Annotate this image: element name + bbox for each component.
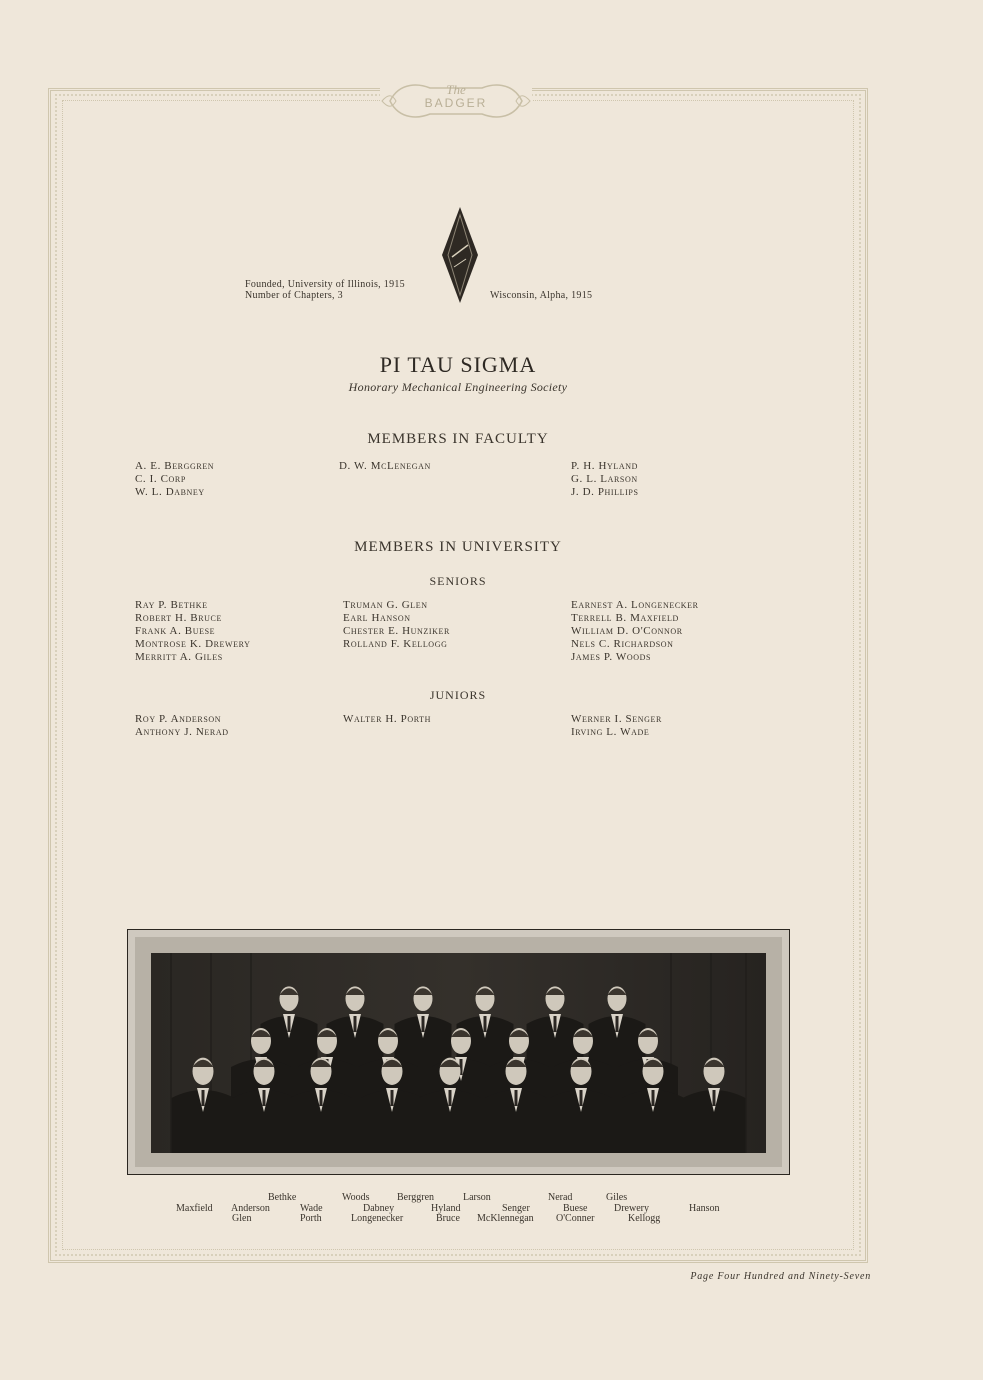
member-name: P. H. Hyland <box>571 460 638 472</box>
pi-tau-sigma-badge-icon <box>440 205 480 310</box>
member-name: W. L. Dabney <box>135 486 205 498</box>
member-name: Montrose K. Drewery <box>135 638 251 650</box>
caption-name: Senger <box>502 1203 530 1214</box>
member-name: Anthony J. Nerad <box>135 726 229 738</box>
group-photo-mat <box>135 937 782 1167</box>
member-name: C. I. Corp <box>135 473 186 485</box>
caption-name: Nerad <box>548 1192 573 1203</box>
juniors-col-1 <box>135 713 229 739</box>
chapter-info: Wisconsin, Alpha, 1915 <box>490 290 593 301</box>
member-name: Truman G. Glen <box>343 599 428 611</box>
member-name: Earnest A. Longenecker <box>571 599 699 611</box>
member-name: J. D. Phillips <box>571 486 639 498</box>
member-name: Rolland F. Kellogg <box>343 638 448 650</box>
member-name: William D. O'Connor <box>571 625 683 637</box>
caption-name: Porth <box>300 1213 322 1224</box>
badger-emblem <box>380 76 532 126</box>
member-name: Irving L. Wade <box>571 726 650 738</box>
faculty-col-1 <box>135 460 214 499</box>
member-name: Frank A. Buese <box>135 625 216 637</box>
caption-name: Maxfield <box>176 1203 213 1214</box>
caption-name: Kellogg <box>628 1213 661 1224</box>
caption-name: Drewery <box>614 1203 649 1214</box>
caption-name: Hanson <box>689 1203 720 1214</box>
caption-name: Larson <box>463 1192 491 1203</box>
seniors-col-3 <box>571 599 699 664</box>
group-photo <box>151 953 766 1153</box>
university-heading: MEMBERS IN UNIVERSITY <box>354 539 562 555</box>
member-name: Nels C. Richardson <box>571 638 674 650</box>
caption-name: Buese <box>563 1203 588 1214</box>
caption-name: Woods <box>342 1192 370 1203</box>
faculty-col-3 <box>571 460 639 499</box>
member-name: Ray P. Bethke <box>135 599 208 611</box>
caption-name: Dabney <box>363 1203 395 1214</box>
group-photo-frame <box>127 929 790 1175</box>
member-name: G. L. Larson <box>571 473 638 485</box>
page-subtitle: Honorary Mechanical Engineering Society <box>348 380 568 394</box>
caption-name: Berggren <box>397 1192 435 1203</box>
member-name: Robert H. Bruce <box>135 612 222 624</box>
caption-name: Glen <box>232 1213 252 1224</box>
member-name: Earl Hanson <box>343 612 411 624</box>
member-name: James P. Woods <box>571 651 652 663</box>
member-name: Roy P. Anderson <box>135 713 222 725</box>
page-number: Page Four Hundred and Ninety-Seven <box>690 1271 871 1282</box>
seniors-col-2 <box>343 599 450 651</box>
member-name: Terrell B. Maxfield <box>571 612 679 624</box>
member-name: Walter H. Porth <box>343 713 432 725</box>
caption-name: Longenecker <box>351 1213 404 1224</box>
juniors-col-2 <box>343 713 431 726</box>
caption-name: Giles <box>606 1192 628 1203</box>
chapters-line: Number of Chapters, 3 <box>245 290 343 301</box>
member-name: A. E. Berggren <box>135 460 215 472</box>
member-name: Merritt A. Giles <box>135 651 223 663</box>
seniors-col-1 <box>135 599 251 664</box>
member-name: Werner I. Senger <box>571 713 662 725</box>
member-name: Chester E. Hunziker <box>343 625 450 637</box>
emblem-badger: BADGER <box>424 96 488 110</box>
caption-name: O'Conner <box>556 1213 595 1224</box>
juniors-heading: JUNIORS <box>429 688 487 702</box>
caption-name: McKlennegan <box>477 1213 534 1224</box>
emblem-the: The <box>446 82 466 97</box>
founded-info <box>245 279 405 301</box>
photo-captions <box>0 1192 983 1228</box>
caption-name: Wade <box>300 1203 323 1214</box>
faculty-col-2 <box>339 460 431 473</box>
faculty-heading: MEMBERS IN FACULTY <box>367 431 549 447</box>
caption-name: Bethke <box>268 1192 297 1203</box>
caption-name: Hyland <box>431 1203 461 1214</box>
juniors-col-3 <box>571 713 662 739</box>
member-name: D. W. McLenegan <box>339 460 431 472</box>
caption-name: Anderson <box>231 1203 270 1214</box>
caption-name: Bruce <box>436 1213 460 1224</box>
seniors-heading: SENIORS <box>429 574 487 588</box>
page-title: PI TAU SIGMA <box>379 352 537 377</box>
founded-line: Founded, University of Illinois, 1915 <box>245 279 405 290</box>
group-photo-image <box>151 953 766 1153</box>
